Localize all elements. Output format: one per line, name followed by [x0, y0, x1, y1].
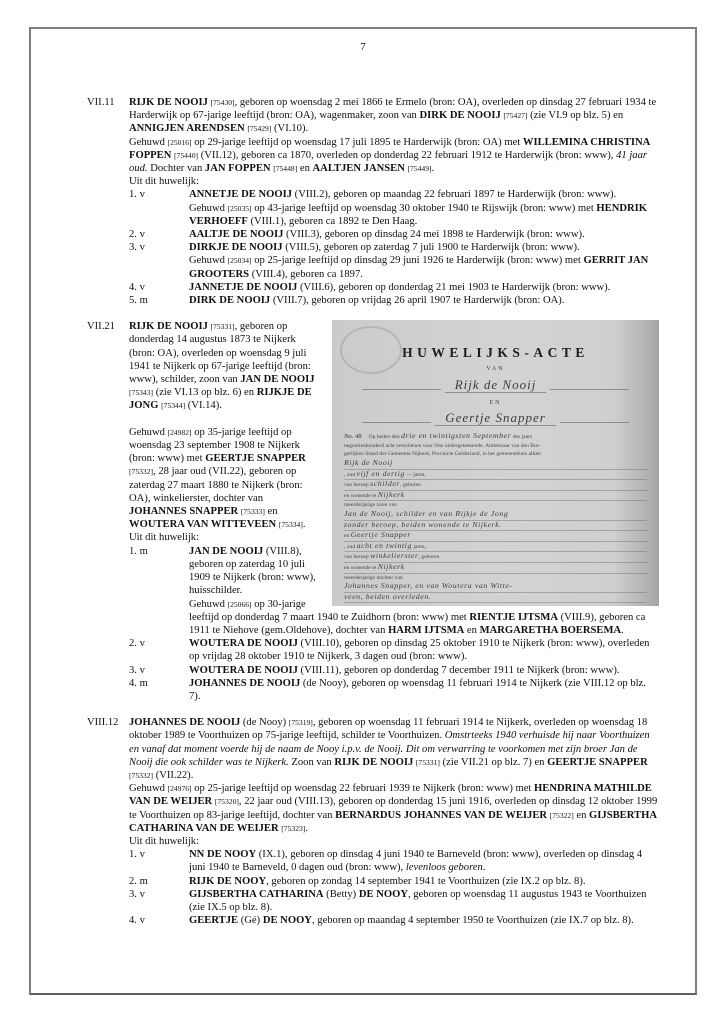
- text-run: (Gé): [238, 915, 263, 927]
- text-run: , geboren op woensdag 11 februari 1914 te Nijkerk, overleden op woensdag 18 oktober 1989 te Voorthuizen op 75-jarige leeftijd, schilder te Voorthuizen.: [129, 717, 648, 742]
- child-item: [129, 664, 659, 677]
- text-run: op 25-jarige leeftijd op dinsdag 29 juni 1926 te Harderwijk (bron: www) met: [251, 255, 584, 267]
- text-run: DE NOOY: [358, 888, 408, 900]
- text-run: HENDRIK VERHOEFF: [189, 202, 648, 227]
- text-run: (de Nooy): [240, 717, 289, 729]
- text-run: op 30-jarige leeftijd op donderdag 7 maart 1940 te Zuidhorn (bron: www) met: [189, 598, 470, 623]
- text-run: JOHANNES DE NOOIJ: [189, 677, 301, 689]
- child-item-continuation: [129, 254, 659, 280]
- child-item: [129, 888, 659, 914]
- text-run: van beroep: [344, 554, 371, 561]
- record-id: [75333]: [240, 507, 265, 517]
- text-run: RIENTJE IJTSMA: [469, 611, 558, 623]
- certificate-bride-name: Geertje Snapper: [435, 411, 556, 426]
- text-run: en: [573, 809, 590, 821]
- text-run: en: [297, 163, 313, 175]
- text-run: — jaren,: [404, 471, 426, 478]
- text-run: Geertje Snapper: [350, 530, 412, 540]
- text-run: en: [464, 624, 480, 636]
- text-run: (zie VI.9 op blz. 5) en: [527, 110, 624, 122]
- text-run: JOHANNES DE NOOIJ: [129, 717, 241, 729]
- text-run: gerlijken Stand der Gemeente Nijkerk, Provincie Gelderland, in het gemeentehuis alhier: [344, 451, 542, 458]
- record-id: [75427]: [503, 111, 528, 121]
- text-run: schilder: [370, 479, 401, 489]
- text-run: (VIII.9), geboren ca 1911 te Niehove (gem.Oldehove), dochter van: [189, 611, 646, 636]
- text-run: op 35-jarige leeftijd op woensdag 23 september 1908 te Nijkerk (bron: www) met: [129, 426, 300, 465]
- entry-paragraph: [129, 782, 659, 835]
- certificate-line: [344, 432, 647, 442]
- text-run: JANNETJE DE NOOIJ: [189, 281, 298, 293]
- text-run: , 28 jaar oud (VII.22), geboren op zaterdag 27 maart 1880 te Nijkerk (bron: OA), winkelierster, dochter van: [129, 466, 303, 504]
- child-number: 1. m: [129, 545, 148, 557]
- text-run: AALTJEN JANSEN: [312, 163, 408, 175]
- text-run: MARGARETHA BOERSEMA: [479, 624, 622, 636]
- record-id: [25034]: [227, 256, 252, 266]
- certificate-groom-row: [358, 378, 633, 393]
- text-run: Dochter van: [147, 163, 205, 175]
- text-run: Gehuwd: [189, 202, 228, 214]
- text-run: (VI.10).: [271, 123, 309, 135]
- text-run: , geboren: [418, 554, 440, 561]
- text-run: DE NOOY: [262, 915, 312, 927]
- text-run: Gehuwd: [129, 136, 168, 148]
- text-run: WOUTERA DE NOOIJ: [189, 638, 298, 650]
- text-run: GEERTJE SNAPPER: [547, 756, 648, 768]
- text-run: RIJK DE NOOIJ: [129, 321, 211, 333]
- text-run: JOHANNES SNAPPER: [129, 506, 241, 518]
- text-run: HARM IJTSMA: [388, 624, 465, 636]
- document-page: [29, 27, 697, 995]
- text-run: .: [302, 519, 306, 531]
- record-id: [25035]: [227, 203, 252, 213]
- text-run: JAN FOPPEN: [204, 163, 274, 175]
- text-run: (zie VII.21 op blz. 7) en: [439, 756, 548, 768]
- entry-body: [129, 716, 659, 927]
- child-item: [129, 188, 659, 201]
- record-id: [75332]: [129, 467, 154, 477]
- text-run: Nijkerk: [377, 489, 405, 499]
- text-run: (zie VI.13 op blz. 6) en: [153, 387, 257, 399]
- text-run: DIRK DE NOOIJ: [419, 110, 504, 122]
- entry-body: [129, 320, 659, 703]
- record-id: [75320]: [214, 797, 239, 807]
- child-number: 5. m: [129, 295, 148, 307]
- record-id: [25016]: [167, 137, 192, 147]
- text-run: op 29-jarige leeftijd op woensdag 17 juli 1895 te Harderwijk (bron: OA) met: [191, 136, 523, 148]
- record-id: [75449]: [407, 164, 432, 174]
- text-run: DIRK DE NOOIJ: [189, 295, 271, 307]
- text-run: , geboren op zondag 14 september 1941 te Voorthuizen (zie IX.2 op blz. 8).: [266, 875, 586, 887]
- text-run: op 25-jarige leeftijd op woensdag 22 februari 1939 te Nijkerk (bron: www) met: [191, 783, 535, 795]
- text-run: WOUTERA VAN WITTEVEEN: [129, 519, 279, 531]
- text-run: Johannes Snapper, en van Woutera van Witte-: [344, 581, 513, 591]
- text-run: Op heden den: [368, 434, 402, 441]
- text-run: (VIII.11), geboren op donderdag 7 december 1911 te Nijkerk (bron: www).: [297, 664, 620, 676]
- child-number: 3. v: [129, 888, 145, 900]
- record-id: [75322]: [549, 810, 574, 820]
- certificate-groom-name: Rijk de Nooij: [445, 378, 547, 393]
- record-id: [75334]: [278, 520, 303, 530]
- record-id: [75448]: [273, 164, 298, 174]
- text-run: en wonende te: [344, 492, 378, 499]
- child-number: 3. v: [129, 664, 145, 676]
- text-run: des jaars: [511, 434, 533, 441]
- entry-label: VII.21: [87, 321, 115, 333]
- page-number: 7: [360, 41, 366, 53]
- text-run: JAN DE NOOIJ: [240, 374, 315, 386]
- text-run: op 43-jarige leeftijd op woensdag 30 oktober 1940 te Rijswijk (bron: www) met: [251, 202, 597, 214]
- text-run: (VIII.5), geboren op zaterdag 7 juli 1900 te Harderwijk (bron: www).: [282, 242, 580, 254]
- text-run: Gehuwd: [189, 598, 228, 610]
- record-id: [75344]: [161, 401, 186, 411]
- record-id: [75343]: [129, 388, 154, 398]
- text-run: DIRKJE DE NOOIJ: [189, 242, 283, 254]
- text-run: (VIII.7), geboren op vrijdag 26 april 1907 te Harderwijk (bron: OA).: [270, 295, 565, 307]
- record-id: [75332]: [129, 770, 154, 780]
- text-run: .: [305, 822, 308, 834]
- text-run: acht en twintig: [356, 540, 412, 550]
- text-run: WILLEMINA CHRISTINA FOPPEN: [129, 136, 650, 161]
- text-run: (VIII.10), geboren op dinsdag 25 oktober 1910 te Nijkerk (bron: www), overleden op vrijdag 28 oktober 1910 te Nijkerk, 3 dagen oud (bron: www).: [189, 638, 650, 663]
- child-item: [129, 241, 659, 254]
- record-id: [75331]: [210, 322, 235, 332]
- entry-paragraph: [129, 96, 659, 136]
- text-run: drie en twintigsten September: [401, 431, 512, 441]
- certificate-body-text: [344, 432, 647, 603]
- text-run: , oud: [344, 471, 357, 478]
- text-run: , geboren op woensdag 2 mei 1866 te Ermelo (bron: OA), overleden op dinsdag 27 februari 1934 te Harderwijk op 67-jarige leeftijd (bron: OA), wagenmaker, zoon van: [129, 97, 657, 122]
- text-run: GEERTJE: [189, 915, 239, 927]
- text-run: winkelierster: [370, 551, 419, 561]
- entry-VIII.12: [87, 716, 659, 927]
- text-run: meerderjarige dochter van: [344, 574, 403, 581]
- child-number: 2. v: [129, 229, 145, 241]
- text-run: Jan de Nooij, schilder en van Rijkje de Jong: [344, 509, 509, 519]
- text-run: RIJKJE DE JONG: [129, 387, 312, 412]
- certificate-watermark-stamp: [340, 326, 402, 374]
- text-run: (VIII.8), geboren op zaterdag 10 juli 1909 te Nijkerk (bron: www), huisschilder.: [189, 545, 316, 597]
- text-run: Uit dit huwelijk:: [129, 835, 200, 847]
- record-id: [75323]: [281, 823, 306, 833]
- genealogy-content: [31, 53, 695, 927]
- record-id: [75429]: [247, 124, 272, 134]
- genealogy-entries: [87, 96, 659, 927]
- child-item: [129, 294, 659, 307]
- text-run: veen, beiden overleden.: [344, 591, 432, 601]
- text-run: vijf en dertig: [356, 468, 405, 478]
- text-run: (VIII.4), geboren ca 1897.: [249, 268, 363, 280]
- child-item-continuation: [129, 202, 659, 228]
- text-run: , geboren op maandag 4 september 1950 te Voorthuizen (zie IX.7 op blz. 8).: [311, 915, 634, 927]
- entry-paragraph: [129, 136, 659, 176]
- certificate-line: [344, 593, 647, 604]
- text-run: (VIII.2), geboren op maandag 22 februari 1897 te Harderwijk (bron: www).: [292, 189, 617, 201]
- entry-paragraph: [129, 716, 659, 782]
- text-run: en: [264, 506, 278, 518]
- entry-VII.21: [87, 320, 659, 703]
- text-run: Gehuwd: [129, 783, 168, 795]
- text-run: , geboren op donderdag 14 augustus 1873 te Nijkerk (bron: OA), overleden op woensdag 9 juli 1941 te Nijkerk op 67-jarige leeftijd (bron: www), schilder, zoon van: [129, 321, 311, 386]
- text-run: RIJK DE NOOY: [189, 875, 267, 887]
- child-item: [129, 281, 659, 294]
- entry-paragraph: [129, 175, 659, 188]
- child-item: [129, 875, 659, 888]
- text-run: , geboren op woensdag 11 augustus 1943 te Voorthuizen (zie IX.5 op blz. 8).: [189, 888, 647, 913]
- text-run: levenloos geboren: [405, 862, 483, 874]
- text-run: .: [621, 624, 624, 636]
- text-run: (VIII.3), geboren op dinsdag 24 mei 1898 te Harderwijk (bron: www).: [283, 229, 585, 241]
- certificate-line: [344, 442, 647, 451]
- record-id: [75430]: [210, 98, 235, 107]
- text-run: , 22 jaar oud (VIII.13), geboren op donderdag 15 juni 1916, overleden op dinsdag 12 oktober 1999 te Voorthuizen op 83-jarige leeftijd, dochter van: [129, 796, 658, 821]
- record-id: [75319]: [288, 718, 313, 728]
- text-run: Omstrteeks 1940 verhuisde hij naar Voorthuizen en vanaf dat moment voerde hij de naam de Nooy i.p.v. de Nooij. Dit om verwarring te voorkomen met zijn broer Jan de Nooij die ook schilder was te Nijkerk.: [129, 730, 650, 768]
- text-run: Nijkerk: [377, 561, 405, 571]
- certificate-line: [344, 563, 647, 574]
- text-run: RIJK DE NOOIJ: [334, 756, 416, 768]
- text-run: (IX.1), geboren op dinsdag 4 juni 1940 te Barneveld (bron: www), overleden op dinsdag 4 juni 1940 te Barneveld, 0 dagen oud (bron: www),: [189, 849, 643, 874]
- text-run: GIJSBERTHA CATHARINA: [189, 888, 324, 900]
- text-run: Zoon van: [288, 756, 335, 768]
- record-id: [24976]: [167, 784, 192, 794]
- text-run: GEERTJE SNAPPER: [205, 453, 306, 465]
- text-run: (VIII.6), geboren op donderdag 21 mei 1903 te Harderwijk (bron: www).: [297, 281, 611, 293]
- text-run: HENDRINA MATHILDE VAN DE WEIJER: [129, 783, 652, 808]
- child-number: 2. v: [129, 638, 145, 650]
- text-run: AALTJE DE NOOIJ: [189, 229, 284, 241]
- text-run: .: [482, 862, 486, 874]
- entry-paragraph: [129, 835, 659, 848]
- entry-label: VIII.12: [87, 717, 119, 729]
- certificate-en-label: EN: [489, 399, 502, 406]
- text-run: , geboren: [400, 482, 421, 489]
- text-run: 41 jaar oud.: [129, 149, 648, 175]
- text-run: en wonende te: [344, 564, 378, 571]
- record-id: [25066]: [227, 599, 252, 609]
- record-id: [24982]: [167, 427, 192, 437]
- child-item: [129, 228, 659, 241]
- entry-label: VII.11: [87, 97, 115, 108]
- text-run: GIJSBERTHA CATHARINA VAN DE WEIJER: [129, 809, 657, 834]
- record-id: [75331]: [415, 757, 440, 767]
- child-item: [129, 677, 659, 703]
- text-run: en: [344, 533, 351, 540]
- text-run: zonder beroep, beiden wonende te Nijkerk.: [344, 519, 502, 529]
- text-run: NN DE NOOY: [189, 849, 257, 861]
- text-run: negentienhonderd acht verschenen voor Ons ondergeteekende, Ambtenaar van den Bur-: [344, 442, 541, 449]
- text-run: (VII.22).: [153, 769, 194, 781]
- text-run: jaren,: [411, 543, 426, 550]
- child-number: 1. v: [129, 849, 145, 861]
- text-run: GERRIT JAN GROOTERS: [189, 255, 649, 280]
- text-run: BERNARDUS JOHANNES VAN DE WEIJER: [335, 809, 550, 821]
- certificate-title: HUWELIJKS-ACTE: [402, 345, 589, 361]
- child-item: [129, 637, 659, 663]
- text-run: ANNIGJEN ARENDSEN: [129, 123, 248, 135]
- text-run: (VII.12), geboren ca 1870, overleden op donderdag 22 februari 1912 te Harderwijk (bron: www),: [198, 149, 617, 161]
- record-id: [75440]: [174, 150, 199, 160]
- child-number: 4. v: [129, 281, 145, 293]
- marriage-certificate-image: [332, 320, 659, 606]
- text-run: (VIII.1), geboren ca 1892 te Den Haag.: [247, 215, 418, 227]
- text-run: WOUTERA DE NOOIJ: [189, 664, 298, 676]
- text-run: ANNETJE DE NOOIJ: [189, 189, 293, 201]
- child-number: 3. v: [129, 242, 145, 254]
- text-run: .: [431, 163, 435, 175]
- child-item: [129, 914, 659, 927]
- child-item: [129, 848, 659, 874]
- text-run: No. 48: [344, 433, 362, 441]
- certificate-bride-row: [358, 411, 633, 426]
- text-run: Uit dit huwelijk:: [129, 176, 200, 188]
- text-run: Uit dit huwelijk:: [129, 532, 200, 544]
- text-run: (de Nooy), geboren op woensdag 11 februari 1914 te Nijkerk (zie VIII.12 op blz. 7).: [189, 677, 646, 702]
- text-run: meerderjarige zoon van: [344, 502, 397, 509]
- entry-VII.11: [87, 96, 659, 307]
- text-run: , oud: [344, 543, 357, 550]
- text-run: RIJK DE NOOIJ: [129, 97, 211, 108]
- text-run: Gehuwd: [189, 255, 228, 267]
- text-run: (Betty): [323, 888, 359, 900]
- text-run: JAN DE NOOIJ: [189, 545, 264, 557]
- certificate-line: [344, 491, 647, 502]
- child-number: 1. v: [129, 189, 145, 201]
- child-number: 2. m: [129, 875, 148, 887]
- child-number: 4. v: [129, 915, 145, 927]
- text-run: (VI.14).: [185, 400, 222, 412]
- child-number: 4. m: [129, 677, 148, 689]
- entry-body: [129, 96, 659, 307]
- text-run: Rijk de Nooij: [344, 458, 393, 468]
- certificate-van-label: VAN: [486, 366, 505, 373]
- text-run: van beroep: [344, 482, 371, 489]
- text-run: Gehuwd: [129, 426, 168, 438]
